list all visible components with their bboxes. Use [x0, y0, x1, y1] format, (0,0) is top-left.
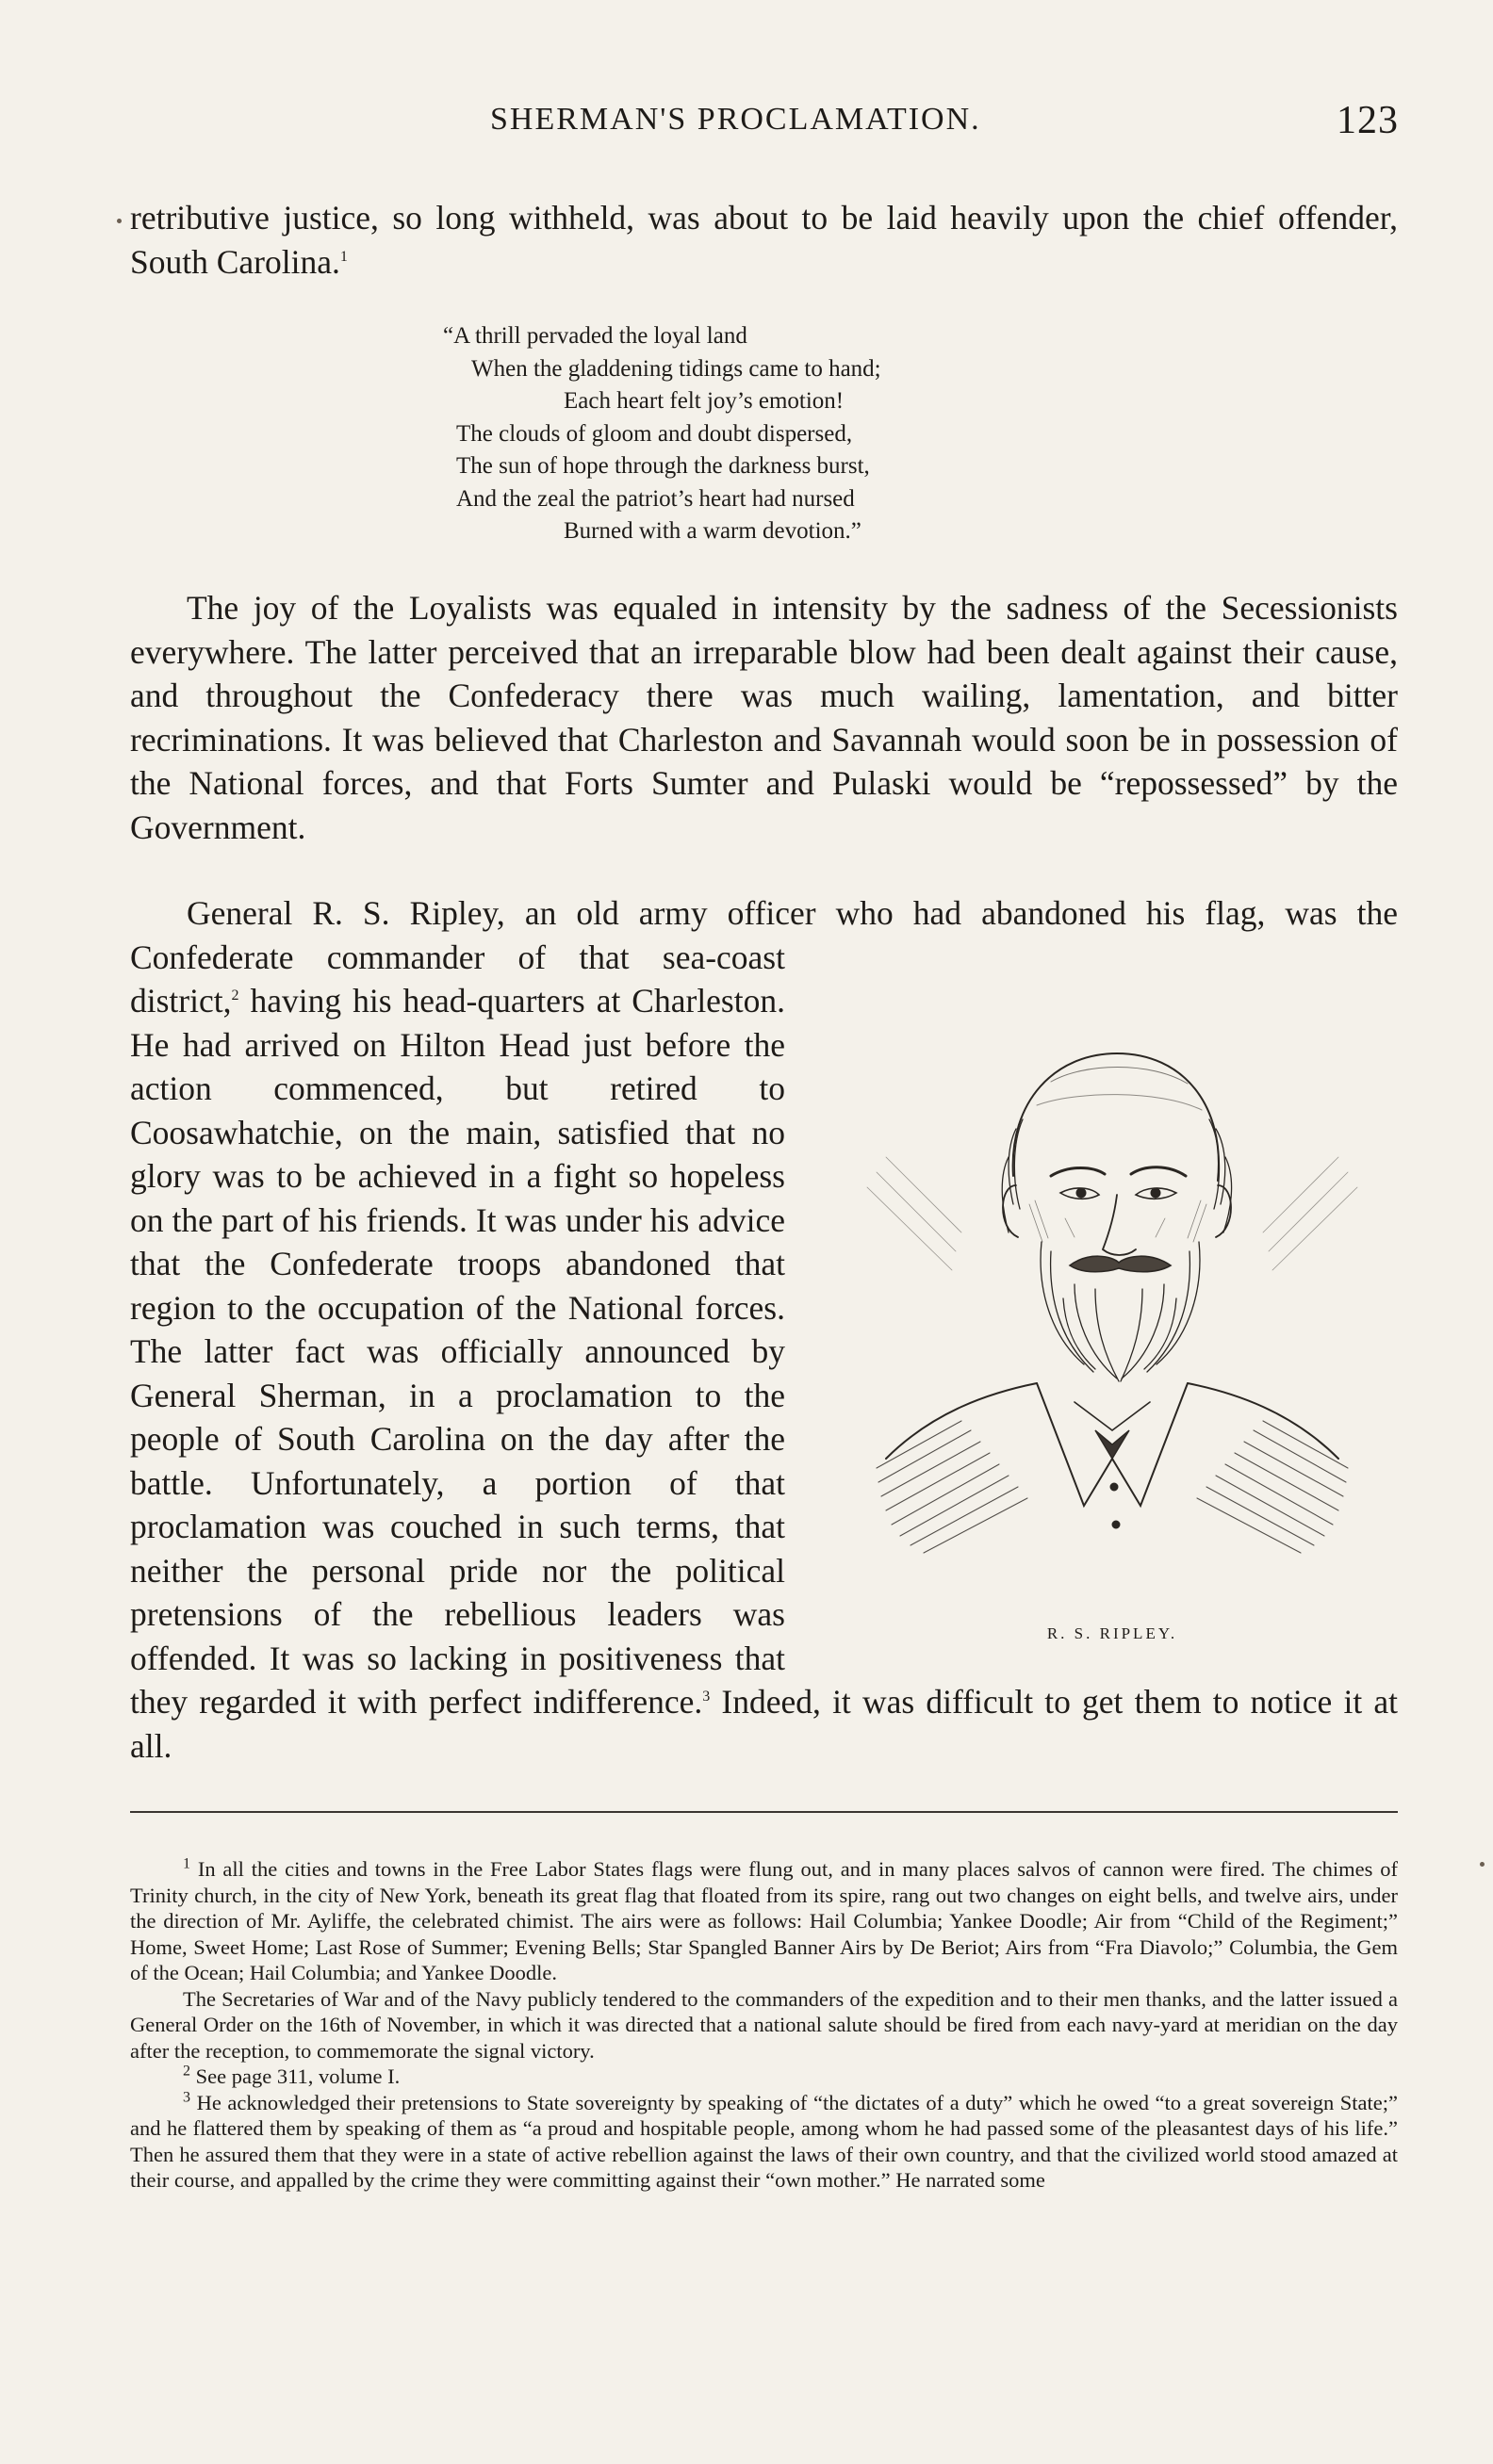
footnote-ref-3[interactable]: 3	[702, 1689, 711, 1705]
footnote-ref-1[interactable]: 1	[339, 248, 348, 265]
footnote-ref-2[interactable]: 2	[231, 987, 239, 1004]
poem-line: And the zeal the patriot’s heart had nursed	[456, 485, 855, 512]
figure-caption: R. S. RIPLEY.	[1046, 1624, 1178, 1642]
margin-mark	[117, 219, 122, 223]
poem-line: The clouds of gloom and doubt dispersed,	[456, 420, 853, 447]
running-title: SHERMAN'S PROCLAMATION.	[490, 102, 981, 137]
footnote-mark-1: 1	[183, 1855, 190, 1872]
footnote-2	[130, 2064, 1398, 2090]
paragraph-3-text-b: having his head-quarters at Charleston. He had arrived on Hilton Head just before the action commenced, but retired to Coosawhatchie, on the main, satisfied that no glory was to be achieved in a fight so hopeless on the part of his friends. It was under his advice that the Confederate troops abandoned that region to the occupation of the National forces. The latter fact was officially announced by General Sherman, in a proclamation to the people of South Carolina on the day after the battle. Unfortunately, a portion of that proclamation was couched in such terms, that neither the personal pride nor the political pretensions of the rebellious leaders was offended. It was so lacking in positiveness that they regarded it with perfect indifference.	[130, 982, 785, 1721]
poem-line: When the gladdening tidings came to hand;	[471, 355, 881, 382]
footnote-1-text: In all the cities and towns in the Free Labor States flags were flung out, and in many places salvos of cannon were fired. The chimes of Trinity church, in the city of New York, beneath its great flag that floated from its spire, rang out two changes on eight bells, and twelve airs, under the direction of Mr. Ayliffe, the celebrated chimist. The airs were as follows: Hail Columbia; Yankee Doodle; Air from “Child of the Regiment;” Home, Sweet Home; Last Rose of Summer; Evening Bells; Star Spangled Banner Airs by De Beriot; Airs from “Fra Diavolo;” Columbia, the Gem of the Ocean; Hail Columbia; and Yankee Doodle.	[130, 1857, 1398, 1984]
footnote-divider	[130, 1811, 1398, 1813]
footnotes	[130, 1856, 1398, 2194]
paragraph-3-text-c: Indeed, it was difficult to get them to notice it at all.	[130, 1683, 1398, 1765]
poem-quote	[443, 320, 1122, 548]
paragraph-3-text-a: General R. S. Ripley, an old army officer who had abandoned his flag, was the Confederate commander of that sea-coast district,	[130, 894, 1398, 1020]
footnote-1	[130, 1856, 1398, 1986]
footnote-2-text: See page 311, volume I.	[195, 2064, 401, 2088]
footnote-3-text: He acknowledged their pretensions to State sovereignty by speaking of “the dictates of a duty” which he owed “to a great sovereign State;” and he flattered them by speaking of them as “a proud and hospitable people, among whom he had passed some of the pleasantest days of his life.” Then he assured them that they were in a state of active rebellion against the laws of their own country, and that the civilized world stood amazed at their course, and appalled by the crime they were committing against their “own mother.” He narrated some	[130, 2090, 1399, 2192]
footnote-mark-2: 2	[183, 2063, 190, 2080]
footnote-mark-3: 3	[183, 2089, 190, 2105]
page-header	[123, 99, 1399, 149]
ripley-portrait-figure	[829, 1016, 1414, 1656]
page-number: 123	[1337, 99, 1399, 142]
paragraph-1	[130, 196, 1398, 284]
poem-line: Burned with a warm devotion.”	[564, 518, 861, 544]
portrait-engraving-icon	[848, 1016, 1376, 1581]
poem-line: “A thrill pervaded the loyal land	[443, 323, 747, 349]
poem-line: The sun of hope through the darkness burst,	[456, 453, 870, 479]
footnote-1-continued: The Secretaries of War and of the Navy publicly tendered to the commanders of the expedition and to their men thanks, and the latter issued a General Order on the 16th of November, in which it was directed that a national salute should be fired from each navy-yard at meridian on the day after the reception, to commemorate the signal victory.	[130, 1986, 1398, 2063]
paragraph-1-text: retributive justice, so long withheld, was about to be laid heavily upon the chief offender, South Carolina.	[130, 199, 1398, 281]
margin-mark	[1480, 1862, 1485, 1867]
poem-line: Each heart felt joy’s emotion!	[564, 388, 845, 414]
paragraph-2: The joy of the Loyalists was equaled in intensity by the sadness of the Secessionists everywhere. The latter perceived that an irreparable blow had been dealt against their cause, and throughout the Confederacy there was much wailing, lamentation, and bitter recriminations. It was believed that Charleston and Savannah would soon be in possession of the National forces, and that Forts Sumter and Pulaski would be “repossessed” by the Government.	[130, 589, 1398, 846]
footnote-3	[130, 2090, 1398, 2194]
